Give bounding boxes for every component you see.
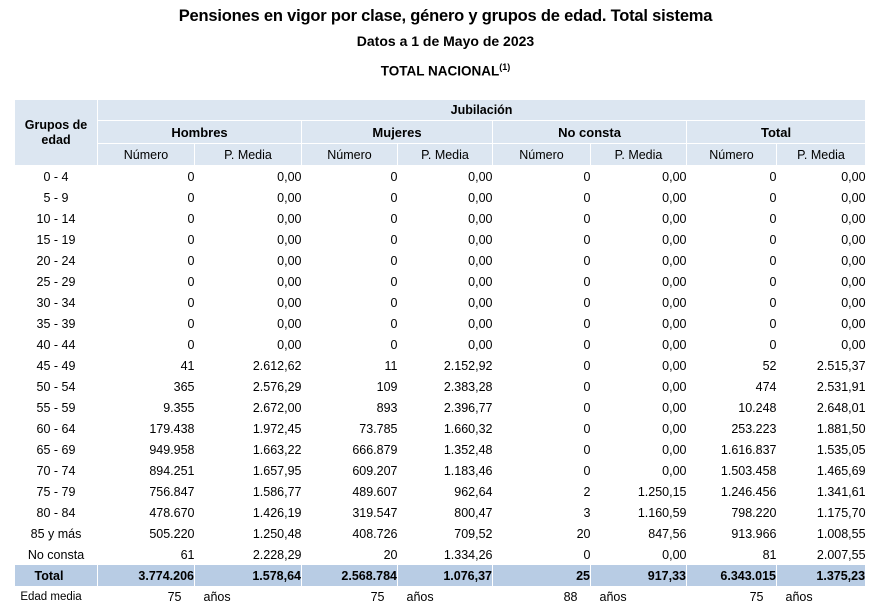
cell-value: 408.726 — [352, 526, 398, 541]
cell-value: 0 — [583, 463, 591, 478]
cell-value: 0,00 — [662, 232, 687, 247]
cell-value: 0 — [583, 232, 591, 247]
cell-value: 0 — [583, 253, 591, 268]
cell-value: 2.672,00 — [252, 400, 302, 415]
cell-value: 0,00 — [841, 232, 866, 247]
cell-value: 1.160,59 — [637, 505, 687, 520]
edad-media-value: 88 — [563, 590, 578, 604]
age-group-label: 10 - 14 — [36, 211, 76, 226]
cell-value: 253.223 — [731, 421, 777, 436]
table-row — [15, 523, 866, 544]
cell-value: 474 — [755, 379, 777, 394]
cell-value: 798.220 — [731, 505, 777, 520]
total-cell-value: 1.578,64 — [195, 565, 302, 586]
cell-value: 756.847 — [149, 484, 195, 499]
header-row-groups — [15, 121, 866, 144]
pensions-table-container — [14, 99, 865, 608]
page-scope-title — [0, 58, 891, 81]
age-group-label: No consta — [27, 547, 85, 562]
cell-value: 1.535,05 — [816, 442, 866, 457]
header-hombres-pmedia: P. Media — [195, 144, 302, 166]
cell-value: 1.657,95 — [252, 463, 302, 478]
cell-value: 0 — [187, 274, 195, 289]
cell-value: 1.008,55 — [816, 526, 866, 541]
cell-value: 0 — [583, 190, 591, 205]
cell-value: 0 — [583, 442, 591, 457]
cell-value: 2.396,77 — [443, 400, 493, 415]
age-group-label: 40 - 44 — [36, 337, 76, 352]
cell-value: 10.248 — [738, 400, 777, 415]
cell-value: 0 — [583, 547, 591, 562]
cell-value: 179.438 — [149, 421, 195, 436]
edad-media-unit: años — [406, 590, 434, 604]
table-total-row — [15, 565, 866, 586]
header-group-total: Total — [687, 121, 866, 144]
scope-label: TOTAL NACIONAL — [380, 63, 500, 79]
table-row — [15, 397, 866, 418]
cell-value: 0 — [390, 232, 398, 247]
header-row-group-title — [15, 100, 866, 121]
cell-value: 0 — [583, 295, 591, 310]
corner-header-grupos-edad: Grupos de edad — [15, 100, 98, 166]
table-row — [15, 250, 866, 271]
cell-value: 894.251 — [149, 463, 195, 478]
cell-value: 1.660,32 — [443, 421, 493, 436]
cell-value: 0 — [583, 169, 591, 184]
cell-value: 365 — [173, 379, 195, 394]
header-group-hombres: Hombres — [98, 121, 302, 144]
cell-value: 0,00 — [468, 295, 493, 310]
total-cell-value: 917,33 — [591, 565, 687, 586]
cell-value: 0,00 — [841, 253, 866, 268]
cell-value: 2.612,62 — [252, 358, 302, 373]
table-row — [15, 187, 866, 208]
age-group-label: 50 - 54 — [36, 379, 76, 394]
cell-value: 1.352,48 — [443, 442, 493, 457]
cell-value: 0,00 — [662, 358, 687, 373]
cell-value: 1.250,48 — [252, 526, 302, 541]
cell-value: 0 — [390, 337, 398, 352]
cell-value: 319.547 — [352, 505, 398, 520]
cell-value: 1.246.456 — [720, 484, 777, 499]
cell-value: 0 — [187, 232, 195, 247]
cell-value: 0,00 — [662, 442, 687, 457]
table-row — [15, 271, 866, 292]
cell-value: 0,00 — [468, 190, 493, 205]
cell-value: 0,00 — [662, 421, 687, 436]
cell-value: 1.250,15 — [637, 484, 687, 499]
age-group-label: 70 - 74 — [36, 463, 76, 478]
total-cell-value: 6.343.015 — [687, 565, 777, 586]
page-subtitle: Datos a 1 de Mayo de 2023 — [356, 33, 535, 49]
age-group-label: 20 - 24 — [36, 253, 76, 268]
cell-value: 0 — [583, 337, 591, 352]
cell-value: 0 — [769, 316, 777, 331]
cell-value: 0,00 — [468, 274, 493, 289]
table-row — [15, 439, 866, 460]
cell-value: 0,00 — [662, 379, 687, 394]
cell-value: 1.334,26 — [443, 547, 493, 562]
cell-value: 0 — [390, 190, 398, 205]
total-cell-value: 3.774.206 — [98, 565, 195, 586]
header-mujeres-pmedia: P. Media — [398, 144, 493, 166]
cell-value: 666.879 — [352, 442, 398, 457]
cell-value: 1.881,50 — [816, 421, 866, 436]
cell-value: 609.207 — [352, 463, 398, 478]
cell-value: 1.586,77 — [252, 484, 302, 499]
cell-value: 0,00 — [468, 169, 493, 184]
cell-value: 0 — [769, 274, 777, 289]
header-mujeres-numero: Número — [302, 144, 398, 166]
cell-value: 0,00 — [468, 253, 493, 268]
total-cell-value: 1.375,23 — [777, 565, 866, 586]
cell-value: 0 — [769, 190, 777, 205]
cell-value: 0 — [769, 169, 777, 184]
cell-value: 0,00 — [662, 337, 687, 352]
cell-value: 478.670 — [149, 505, 195, 520]
cell-value: 61 — [180, 547, 195, 562]
age-group-label: 55 - 59 — [36, 400, 76, 415]
cell-value: 1.663,22 — [252, 442, 302, 457]
age-group-label: 80 - 84 — [36, 505, 76, 520]
cell-value: 0 — [187, 211, 195, 226]
cell-value: 0 — [583, 316, 591, 331]
header-row-subcolumns — [15, 144, 866, 166]
cell-value: 0,00 — [841, 211, 866, 226]
header-total-pmedia: P. Media — [777, 144, 866, 166]
table-row — [15, 313, 866, 334]
cell-value: 1.175,70 — [816, 505, 866, 520]
table-head — [15, 100, 866, 166]
cell-value: 1.972,45 — [252, 421, 302, 436]
cell-value: 0 — [583, 400, 591, 415]
cell-value: 0 — [187, 169, 195, 184]
cell-value: 2.228,29 — [252, 547, 302, 562]
cell-value: 2 — [583, 484, 591, 499]
table-row — [15, 166, 866, 188]
cell-value: 0,00 — [468, 232, 493, 247]
table-row — [15, 376, 866, 397]
cell-value: 0 — [390, 253, 398, 268]
cell-value: 0 — [769, 211, 777, 226]
cell-value: 0 — [583, 379, 591, 394]
cell-value: 0,00 — [277, 295, 302, 310]
age-group-label: 5 - 9 — [43, 190, 69, 205]
edad-media-unit: años — [599, 590, 627, 604]
cell-value: 81 — [762, 547, 777, 562]
cell-value: 2.007,55 — [816, 547, 866, 562]
table-row — [15, 460, 866, 481]
cell-value: 1.465,69 — [816, 463, 866, 478]
cell-value: 949.958 — [149, 442, 195, 457]
edad-media-value: 75 — [749, 590, 764, 604]
cell-value: 0 — [390, 295, 398, 310]
edad-media-value: 75 — [167, 590, 182, 604]
cell-value: 1.616.837 — [720, 442, 777, 457]
cell-value: 1.183,46 — [443, 463, 493, 478]
cell-value: 0 — [390, 316, 398, 331]
table-row — [15, 292, 866, 313]
cell-value: 800,47 — [454, 505, 493, 520]
age-group-label: 0 - 4 — [43, 169, 69, 184]
cell-value: 0,00 — [277, 337, 302, 352]
cell-value: 893 — [376, 400, 398, 415]
cell-value: 1.341,61 — [816, 484, 866, 499]
table-body — [15, 166, 866, 609]
cell-value: 0,00 — [662, 295, 687, 310]
cell-value: 0 — [187, 316, 195, 331]
cell-value: 0,00 — [662, 253, 687, 268]
cell-value: 0,00 — [841, 274, 866, 289]
cell-value: 0,00 — [841, 169, 866, 184]
cell-value: 0,00 — [662, 547, 687, 562]
cell-value: 0 — [769, 253, 777, 268]
cell-value: 0 — [390, 274, 398, 289]
cell-value: 0,00 — [468, 337, 493, 352]
cell-value: 109 — [376, 379, 398, 394]
age-group-label: 45 - 49 — [36, 358, 76, 373]
age-group-label: 75 - 79 — [36, 484, 76, 499]
total-cell-value: 25 — [493, 565, 591, 586]
cell-value: 0,00 — [277, 253, 302, 268]
cell-value: 2.152,92 — [443, 358, 493, 373]
cell-value: 1.426,19 — [252, 505, 302, 520]
age-group-label: 65 - 69 — [36, 442, 76, 457]
edad-media-unit: años — [785, 590, 813, 604]
cell-value: 0 — [583, 211, 591, 226]
cell-value: 0 — [769, 295, 777, 310]
cell-value: 0,00 — [662, 316, 687, 331]
header-group-no-consta: No consta — [493, 121, 687, 144]
cell-value: 0 — [769, 337, 777, 352]
cell-value: 11 — [384, 358, 398, 373]
cell-value: 52 — [762, 358, 777, 373]
cell-value: 847,56 — [648, 526, 687, 541]
cell-value: 913.966 — [731, 526, 777, 541]
table-row — [15, 334, 866, 355]
table-edad-media-row — [15, 586, 866, 608]
edad-media-value: 75 — [370, 590, 385, 604]
cell-value: 2.515,37 — [816, 358, 866, 373]
cell-value: 0,00 — [277, 232, 302, 247]
cell-value: 0 — [583, 274, 591, 289]
cell-value: 709,52 — [454, 526, 493, 541]
scope-footnote-marker: (1) — [499, 62, 511, 72]
cell-value: 0,00 — [277, 190, 302, 205]
header-noconsta-numero: Número — [493, 144, 591, 166]
cell-value: 0 — [583, 421, 591, 436]
cell-value: 0,00 — [277, 316, 302, 331]
header-total-numero: Número — [687, 144, 777, 166]
cell-value: 505.220 — [149, 526, 195, 541]
edad-media-unit: años — [203, 590, 231, 604]
table-row — [15, 502, 866, 523]
total-row-label: Total — [15, 565, 98, 586]
edad-media-label: Edad media — [20, 591, 82, 603]
cell-value: 0,00 — [662, 169, 687, 184]
cell-value: 0,00 — [468, 211, 493, 226]
cell-value: 0,00 — [841, 190, 866, 205]
table-row — [15, 481, 866, 502]
cell-value: 2.648,01 — [816, 400, 866, 415]
cell-value: 0,00 — [468, 316, 493, 331]
cell-value: 0,00 — [662, 211, 687, 226]
cell-value: 0 — [390, 211, 398, 226]
cell-value: 1.503.458 — [720, 463, 777, 478]
pensions-table — [14, 99, 866, 608]
cell-value: 0,00 — [277, 169, 302, 184]
cell-value: 41 — [180, 358, 195, 373]
cell-value: 9.355 — [163, 400, 195, 415]
age-group-label: 35 - 39 — [36, 316, 76, 331]
age-group-label: 30 - 34 — [36, 295, 76, 310]
table-row — [15, 355, 866, 376]
cell-value: 0,00 — [662, 190, 687, 205]
cell-value: 73.785 — [359, 421, 398, 436]
age-group-label: 15 - 19 — [36, 232, 76, 247]
cell-value: 0,00 — [662, 400, 687, 415]
cell-value: 0 — [390, 169, 398, 184]
cell-value: 0 — [187, 337, 195, 352]
cell-value: 0,00 — [841, 295, 866, 310]
cell-value: 20 — [576, 526, 591, 541]
cell-value: 0,00 — [662, 274, 687, 289]
header-jubilacion: Jubilación — [98, 100, 866, 121]
cell-value: 0 — [583, 358, 591, 373]
age-group-label: 60 - 64 — [36, 421, 76, 436]
cell-value: 2.383,28 — [443, 379, 493, 394]
cell-value: 0,00 — [662, 463, 687, 478]
title-block — [0, 0, 891, 81]
cell-value: 2.531,91 — [816, 379, 866, 394]
header-group-mujeres: Mujeres — [302, 121, 493, 144]
age-group-label: 25 - 29 — [36, 274, 76, 289]
table-row — [15, 544, 866, 565]
cell-value: 0,00 — [841, 316, 866, 331]
header-hombres-numero: Número — [98, 144, 195, 166]
table-row — [15, 418, 866, 439]
cell-value: 0 — [769, 232, 777, 247]
cell-value: 2.576,29 — [252, 379, 302, 394]
age-group-label: 85 y más — [30, 526, 82, 541]
cell-value: 20 — [383, 547, 398, 562]
cell-value: 962,64 — [454, 484, 493, 499]
page-title: Pensiones en vigor por clase, género y grupos de edad. Total sistema — [178, 7, 713, 25]
total-cell-value: 1.076,37 — [398, 565, 493, 586]
cell-value: 0,00 — [277, 211, 302, 226]
total-cell-value: 2.568.784 — [302, 565, 398, 586]
cell-value: 3 — [583, 505, 591, 520]
cell-value: 0 — [187, 295, 195, 310]
header-noconsta-pmedia: P. Media — [591, 144, 687, 166]
table-row — [15, 229, 866, 250]
table-row — [15, 208, 866, 229]
cell-value: 0,00 — [841, 337, 866, 352]
cell-value: 0,00 — [277, 274, 302, 289]
cell-value: 0 — [187, 190, 195, 205]
cell-value: 0 — [187, 253, 195, 268]
cell-value: 489.607 — [352, 484, 398, 499]
